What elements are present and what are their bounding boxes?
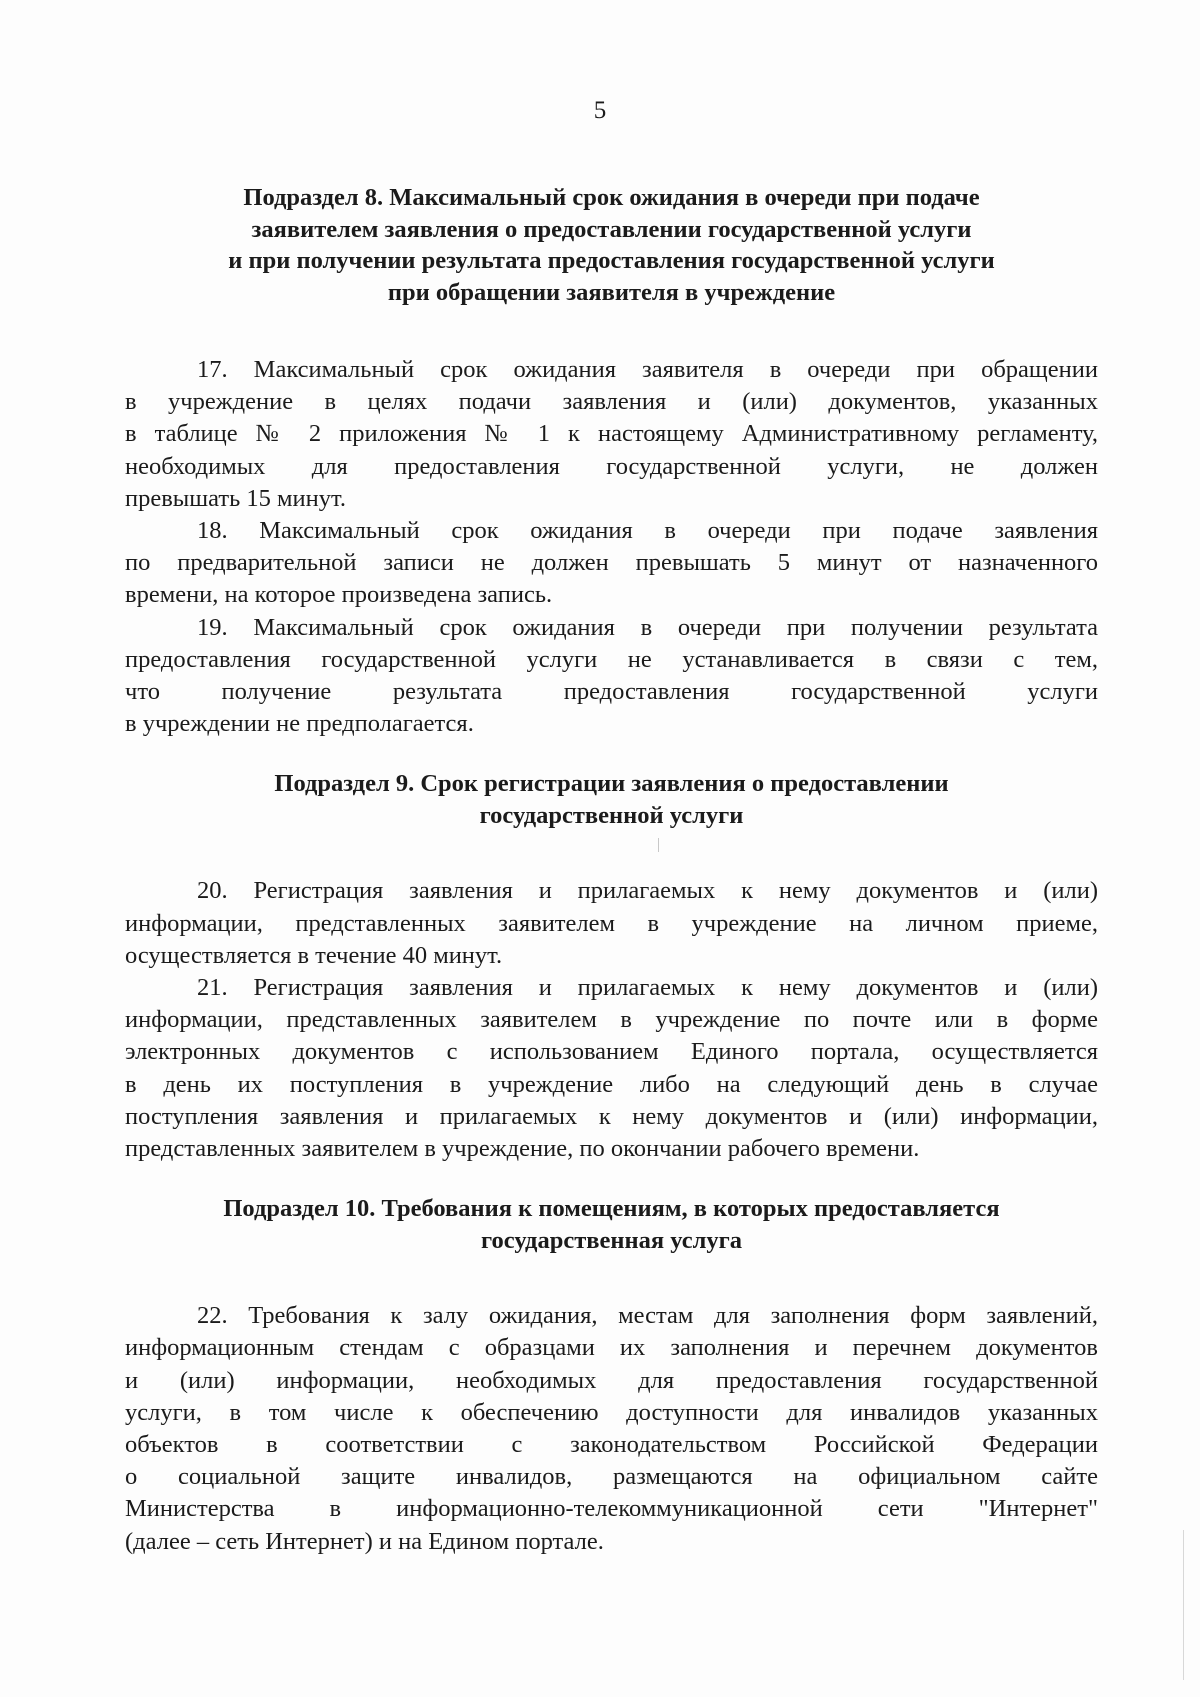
paragraph-line: информационным стендам с образцами их заполнения и перечнем документов: [125, 1334, 1098, 1362]
paragraph-line: в учреждение в целях подачи заявления и (или) документов, указанных: [125, 388, 1098, 416]
paragraph-line: 19. Максимальный срок ожидания в очереди при получении результата: [197, 613, 1098, 641]
paragraph-20: [125, 875, 1098, 972]
scan-artifact: [658, 838, 659, 852]
subsection-9-heading: [125, 768, 1098, 831]
subsection-10-heading: [125, 1193, 1098, 1256]
paragraph-line: необходимых для предоставления государственной услуги, не должен: [125, 452, 1098, 480]
paragraph-line: Министерства в информационно-телекоммуникационной сети "Интернет": [125, 1495, 1098, 1523]
paragraph-line: в день их поступления в учреждение либо на следующий день в случае: [125, 1070, 1098, 1098]
paragraph-19: [125, 612, 1098, 741]
paragraph-line: по предварительной записи не должен превышать 5 минут от назначенного: [125, 549, 1098, 577]
paragraph-line: что получение результата предоставления государственной услуги: [125, 678, 1098, 706]
page-number: 5: [593, 97, 607, 124]
paragraph-line: 21. Регистрация заявления и прилагаемых к нему документов и (или): [197, 974, 1098, 1002]
heading-line: государственной услуги: [479, 801, 744, 829]
paragraph-line: (далее – сеть Интернет) и на Едином портале.: [125, 1527, 604, 1555]
paragraph-line: 20. Регистрация заявления и прилагаемых к нему документов и (или): [197, 877, 1098, 905]
heading-line: Подраздел 8. Максимальный срок ожидания в очереди при подаче: [243, 184, 980, 211]
heading-line: заявителем заявления о предоставлении государственной услуги: [251, 215, 972, 243]
paragraph-line: услуги, в том числе к обеспечению доступности для инвалидов указанных: [125, 1398, 1098, 1426]
paragraph-line: электронных документов с использованием Единого портала, осуществляется: [125, 1038, 1098, 1066]
paragraph-line: в таблице № 2 приложения № 1 к настоящему Административному регламенту,: [125, 420, 1098, 448]
paragraph-line: о социальной защите инвалидов, размещаются на официальном сайте: [125, 1463, 1098, 1491]
paragraph-line: представленных заявителем в учреждение, по окончании рабочего времени.: [125, 1135, 920, 1163]
paragraph-line: поступления заявления и прилагаемых к нему документов и (или) информации,: [125, 1102, 1098, 1130]
paragraph-line: 18. Максимальный срок ожидания в очереди при подаче заявления: [197, 517, 1098, 545]
paragraph-line: объектов в соответствии с законодательством Российской Федерации: [125, 1431, 1098, 1459]
heading-line: и при получении результата предоставления государственной услуги: [228, 247, 995, 274]
paragraph-line: осуществляется в течение 40 минут.: [125, 941, 503, 969]
scan-artifact: [1183, 1530, 1184, 1680]
paragraph-line: в учреждении не предполагается.: [125, 710, 474, 738]
paragraph-line: превышать 15 минут.: [125, 484, 346, 512]
heading-line: при обращении заявителя в учреждение: [387, 278, 836, 306]
heading-line: Подраздел 9. Срок регистрации заявления о предоставлении: [274, 770, 949, 798]
heading-line: государственная услуга: [481, 1226, 742, 1254]
paragraph-line: и (или) информации, необходимых для предоставления государственной: [125, 1366, 1098, 1394]
paragraph-21: [125, 972, 1098, 1165]
paragraph-line: времени, на которое произведена запись.: [125, 581, 553, 609]
paragraph-line: 17. Максимальный срок ожидания заявителя в очереди при обращении: [197, 356, 1098, 383]
paragraph-line: информации, представленных заявителем в учреждение на личном приеме,: [125, 909, 1098, 937]
paragraph-18: [125, 515, 1098, 612]
document-body: [125, 182, 1098, 1558]
subsection-8-heading: [125, 182, 1098, 308]
paragraph-line: информации, представленных заявителем в учреждение по почте или в форме: [125, 1006, 1098, 1034]
paragraph-17: [125, 354, 1098, 515]
paragraph-line: предоставления государственной услуги не устанавливается в связи с тем,: [125, 645, 1098, 673]
paragraph-22: [125, 1300, 1098, 1558]
paragraph-line: 22. Требования к залу ожидания, местам для заполнения форм заявлений,: [197, 1302, 1098, 1330]
heading-line: Подраздел 10. Требования к помещениям, в которых предоставляется: [223, 1195, 1000, 1223]
